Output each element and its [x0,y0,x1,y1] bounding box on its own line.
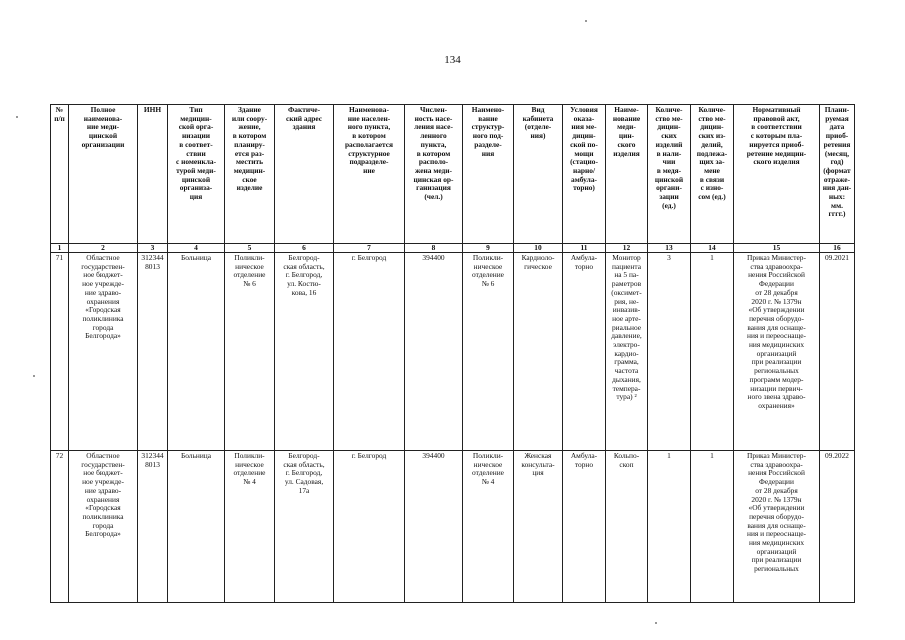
table-cell: г. Белгород [334,253,405,451]
column-number: 15 [734,244,820,253]
table-cell: Кардиоло- гическое [514,253,563,451]
column-number: 6 [275,244,334,253]
table-cell: Белгород- ская область, г. Белгород, ул. Костю- кова, 16 [275,253,334,451]
table-cell: Амбула- торно [563,253,606,451]
column-number: 12 [606,244,648,253]
table-cell: Больница [168,451,225,603]
table-row [51,253,855,451]
table-cell: 71 [51,253,69,451]
column-number-row [51,244,855,253]
table-cell: 1 [648,451,691,603]
table-cell: 1 [691,451,734,603]
column-number: 13 [648,244,691,253]
header-cell: Фактиче- ский адрес здания [275,105,334,244]
table-cell: Поликли- ническое отделение № 4 [463,451,514,603]
column-number: 2 [69,244,138,253]
table-cell: 72 [51,451,69,603]
column-number: 8 [405,244,463,253]
header-cell: Полное наименова- ние меди- цинской организации [69,105,138,244]
table-cell: г. Белгород [334,451,405,603]
scan-speck [33,375,35,377]
table-cell: 09.2021 [820,253,855,451]
table-cell: Областное государствен- ное бюджет- ное учрежде- ние здраво- охранения «Городская поликлиника города Белгорода» [69,451,138,603]
table-cell: 1 [691,253,734,451]
page-number: 134 [444,54,461,66]
table-cell: Областное государствен- ное бюджет- ное учрежде- ние здраво- охранения «Городская поликлиника города Белгорода» [69,253,138,451]
scan-speck [16,116,18,118]
header-cell: Наиме- нование меди- цин- ского изделия [606,105,648,244]
header-cell: Наименова- ние населен- ного пункта, в котором располагается структурное подразделе- ние [334,105,405,244]
header-cell: Числен- ность насе- ления насе- ленного пункта, в котором располо- жена меди- цинская ор- ганизация (чел.) [405,105,463,244]
table-cell: Поликли- ническое отделение № 6 [463,253,514,451]
column-number: 14 [691,244,734,253]
column-number: 3 [138,244,168,253]
table-cell: 312344 8013 [138,253,168,451]
table-cell: Приказ Министер- ства здравоохра- нения Российской Федерации от 28 декабря 2020 г. № 1379н «Об утверждении перечня оборудо- вания для оснаще- ния и переоснаще- ния медицинских организаций при реализации региональных программ модер- низации первич- ного звена здраво- охранения» [734,253,820,451]
table-cell: Кольпо- скоп [606,451,648,603]
header-cell: Нормативный правовой акт, в соответствии с которым пла- нируется приоб- ретение медицин- ского изделия [734,105,820,244]
column-number: 10 [514,244,563,253]
table-cell: 09.2022 [820,451,855,603]
table-cell: Поликли- ническое отделение № 6 [225,253,275,451]
header-cell: Условия оказа- ния ме- дицин- ской по- мощи (стацио- нарно/ амбула- торно) [563,105,606,244]
table-cell: Монитор пациента на 5 па- раметров (оксимет- рия, не- инвазив- ное арте- риальное давление, электро- кардио- грамма, частота дыхания, темпера- тура) ² [606,253,648,451]
table-cell: Белгород- ская область, г. Белгород, ул. Садовая, 17а [275,451,334,603]
column-number: 4 [168,244,225,253]
scan-speck [585,20,587,22]
column-number: 1 [51,244,69,253]
table-cell: 394400 [405,451,463,603]
header-cell: № п/п [51,105,69,244]
table-cell: 394400 [405,253,463,451]
header-row [51,105,855,244]
table-cell: Больница [168,253,225,451]
header-cell: ИНН [138,105,168,244]
header-cell: Плани- руемая дата приоб- ретения (месяц, год) (формат отраже- ния дан- ных: мм. гггг.) [820,105,855,244]
column-number: 5 [225,244,275,253]
table-cell: 312344 8013 [138,451,168,603]
table-cell: 3 [648,253,691,451]
column-number: 7 [334,244,405,253]
header-cell: Количе- ство ме- дицин- ских из- делий, подлежа- щих за- мене в связи с изно- сом (ед.) [691,105,734,244]
column-number: 11 [563,244,606,253]
column-number: 9 [463,244,514,253]
header-cell: Наимено- вание структур- ного под- разделе- ния [463,105,514,244]
scan-speck [655,622,657,624]
equipment-table [50,104,855,603]
table-cell: Приказ Министер- ства здравоохра- нения Российской Федерации от 28 декабря 2020 г. № 1379н «Об утверждении перечня оборудо- вания для оснаще- ния и переоснаще- ния медицинских организаций при реализации региональных [734,451,820,603]
column-number: 16 [820,244,855,253]
table-cell: Поликли- ническое отделение № 4 [225,451,275,603]
header-cell: Тип медицин- ской орга- низации в соответ- ствии с номенкла- турой меди- цинской организа- ция [168,105,225,244]
header-cell: Вид кабинета (отделе- ния) [514,105,563,244]
table-cell: Амбула- торно [563,451,606,603]
table-row [51,451,855,603]
header-cell: Количе- ство ме- дицин- ских изделий в нали- чии в медя- цинской органи- зации (ед.) [648,105,691,244]
table-cell: Женская консульта- ция [514,451,563,603]
header-cell: Здание или соору- жение, в котором планиру- ется раз- местить медицин- ское изделие [225,105,275,244]
